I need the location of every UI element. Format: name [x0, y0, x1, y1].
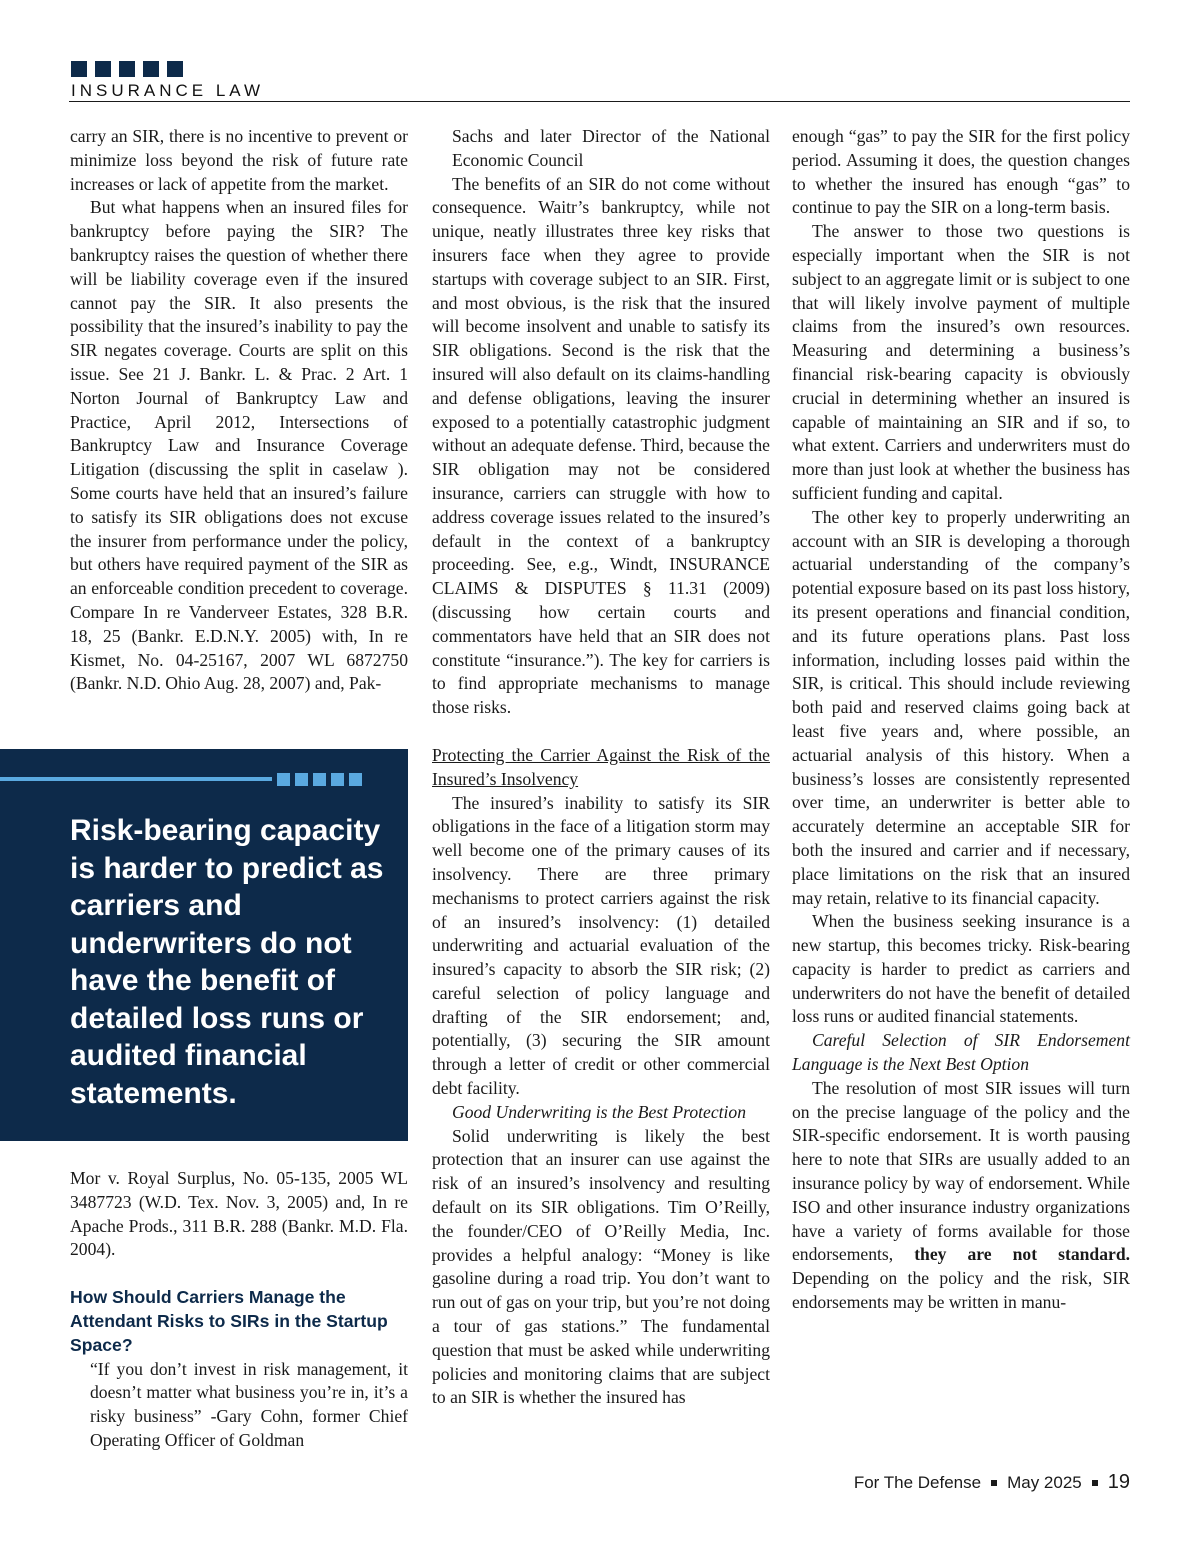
column-1-top [70, 125, 408, 696]
issue-date: May 2025 [1007, 1472, 1082, 1492]
separator [991, 1480, 997, 1486]
text-run: The resolution of most SIR issues will turn on the precise language of the policy and the SIR-specific endorsement. It is worth pausing here to note that SIRs are usually added to an insurance policy by way of endorsement. While ISO and other insurance industry organizations have a variety of forms available for those endorsements, [792, 1077, 1130, 1265]
header-rule [69, 101, 1130, 102]
paragraph: carry an SIR, there is no incentive to prevent or minimize loss beyond the risk of future rate increases or lack of appetite from the market. [70, 126, 408, 194]
section-label: INSURANCE LAW [71, 81, 265, 100]
publication-name: For The Defense [853, 1472, 982, 1492]
page-number: 19 [1107, 1471, 1130, 1493]
paragraph: enough “gas” to pay the SIR for the first policy period. Assuming it does, the question changes to whether the insured has enough “gas” to continue to pay the SIR on a long-term basis. [792, 126, 1130, 218]
subheading: Good Underwriting is the Best Protection [452, 1101, 747, 1122]
pull-quote-box [0, 749, 408, 1141]
paragraph: The insured’s inability to satisfy its SIR obligations in the face of a litigation storm may well become one of the primary causes of its insolvency. There are three primary mechanisms to protect carriers against the risk of an insured’s insolvency: (1) detailed underwriting and actuarial evaluation of the insured’s capacity to absorb the SIR risk; (2) careful selection of policy language and drafting of the SIR endorsement; and, potentially, (3) securing the SIR amount through a letter of credit or other commercial debt facility. [432, 792, 770, 1099]
text-run: Depending on the policy and the risk, SIR endorsements may be written in manu- [792, 1268, 1130, 1313]
paragraph: The answer to those two questions is especially important when the SIR is not subject to an aggregate limit or is subject to one that will likely involve payment of multiple claims from the insured’s own resources. Measuring and determining a business’s financial risk-bearing capacity is obviously crucial in determining whether an insured is capable of maintaining an SIR and if so, to what extent. Carriers and underwriters must do more than just look at whether the business has sufficient funding and capital. [792, 221, 1130, 503]
column-1-bottom [70, 1167, 408, 1453]
column-3 [792, 125, 1130, 1315]
emphasis: they are not standard. [914, 1244, 1131, 1265]
subheading: Careful Selection of SIR Endorsement Language is the Next Best Option [792, 1030, 1130, 1075]
pull-quote-text: Risk-bearing capacity is harder to predict as carriers and underwriters do not have the benefit of detailed loss runs or audited financial statements. [70, 814, 384, 1110]
column-2 [432, 125, 770, 1410]
paragraph: The other key to properly underwriting an account with an SIR is developing a thorough actuarial understanding of the company’s potential exposure based on its past loss history, its present operations and financial condition, and its future operations plans. Past loss information, including losses paid within the SIR, is critical. This should include reviewing both paid and reserved claims going back at least five years and, where possible, an actuarial analysis of this history. When a business’s losses are consistently represented over time, an underwriter is better able to accurately determine an acceptable SIR for both the insured and carrier and if necessary, place limitations on the risk that an insured may retain, relative to its financial capacity. [792, 506, 1130, 908]
paragraph: The benefits of an SIR do not come without consequence. Waitr’s bankruptcy, while not unique, neatly illustrates three key risks that insurers face when they agree to provide startups with coverage subject to an SIR. First, and most obvious, is the risk that the insured will become insolvent and unable to satisfy its SIR obligations. Second is the risk that the insured will also default on its claims-handling and defense obligations, leaving the insurer exposed to a potentially catastrophic judgment without an adequate defense. Third, because the SIR obligation may not be considered insurance, carriers can struggle with how to address coverage issues related to the insured’s default in the context of a bankruptcy proceeding. See, e.g., Windt, INSURANCE CLAIMS & DISPUTES § 11.31 (2009) (discussing how certain courts and commentators have held that an SIR does not constitute “insurance.”). The key for carriers is to find appropriate mechanisms to manage those risks. [432, 173, 770, 718]
paragraph: Solid underwriting is likely the best protection that an insurer can use against the risk of an insured’s insolvency and resulting default on its SIR obligations. Tim O’Reilly, the founder/CEO of O’Reilly Media, Inc. provides a helpful analogy: “Money is like gasoline during a road trip. You don’t want to run out of gas on your trip, but you’re not doing a tour of gas stations.” The fundamental question that must be asked while underwriting policies and monitoring claims that are subject to an SIR is whether the insured has [432, 1125, 770, 1408]
paragraph: When the business seeking insurance is a new startup, this becomes tricky. Risk-bearing capacity is harder to predict as carriers and underwriters do not have the benefit of detailed loss runs or audited financial statements. [792, 911, 1130, 1027]
paragraph: But what happens when an insured files for bankruptcy before paying the SIR? The bankruptcy raises the question of whether there will be liability coverage even if the insured cannot pay the SIR. It also presents the possibility that the insured’s inability to pay the SIR negates coverage. Courts are split on this issue. See 21 J. Bankr. L. & Prac. 2 Art. 1 Norton Journal of Bankruptcy Law and Practice, April 2012, Intersections of Bankruptcy Law and Insurance Coverage Litigation (discussing the split in caselaw ). Some courts have held that an insured’s failure to satisfy its SIR obligations does not excuse the insurer from performance under the policy, but others have required payment of the SIR as an enforceable condition precedent to coverage. Compare In re Vanderveer Estates, 328 B.R. 18, 25 (Bankr. E.D.N.Y. 2005) with, In re Kismet, No. 04-25167, 2007 WL 6872750 (Bankr. N.D. Ohio Aug. 28, 2007) and, Pak- [70, 197, 408, 694]
separator [1092, 1480, 1098, 1486]
pull-quote-decoration [0, 771, 362, 787]
paragraph [792, 1077, 1130, 1315]
epigraph-quote-continued: Sachs and later Director of the National Economic Council [452, 126, 770, 170]
section-heading: How Should Carriers Manage the Attendant Risks to SIRs in the Startup Space? [70, 1287, 388, 1355]
header-decoration [71, 61, 183, 77]
paragraph: Mor v. Royal Surplus, No. 05-135, 2005 WL 3487723 (W.D. Tex. Nov. 3, 2005) and, In re Apache Prods., 311 B.R. 288 (Bankr. M.D. Fla. 2004). [70, 1168, 408, 1260]
epigraph-quote: “If you don’t invest in risk management, it doesn’t matter what business you’re in, it’s a risky business” -Gary Cohn, former Chief Operating Officer of Goldman [90, 1358, 408, 1450]
page-footer [854, 1471, 1130, 1494]
subheading: Protecting the Carrier Against the Risk of the Insured’s Insolvency [432, 744, 770, 789]
